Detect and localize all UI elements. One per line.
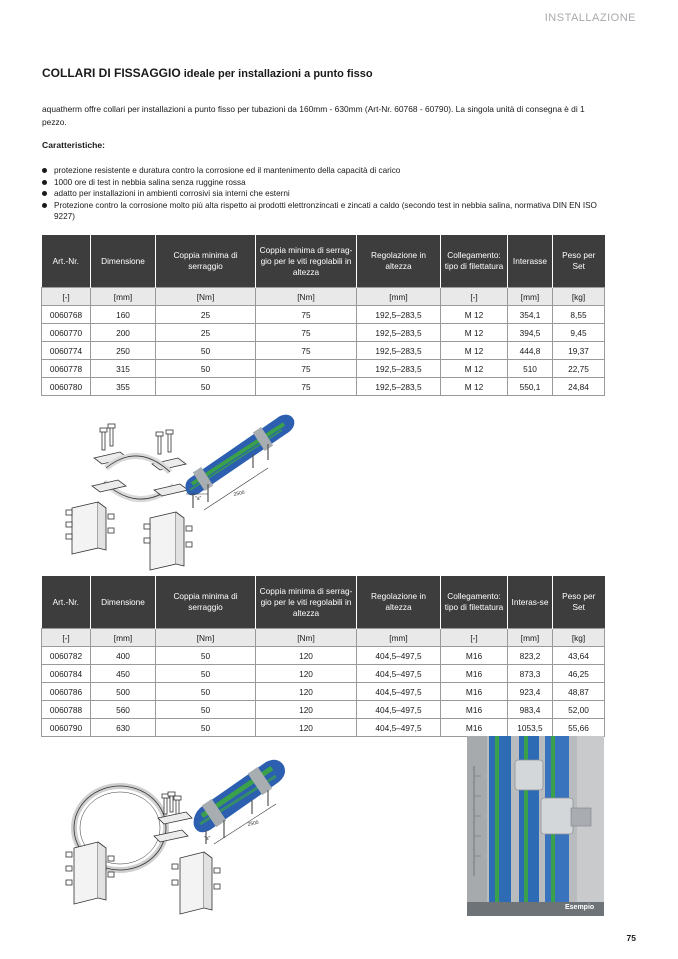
cell: 120 <box>256 719 357 737</box>
unit-cell: [-] <box>42 629 91 647</box>
col-header: Interasse <box>508 235 553 288</box>
cell: M 12 <box>441 342 508 360</box>
unit-cell: [-] <box>441 288 508 306</box>
col-header: Peso per Set <box>553 235 605 288</box>
cell: 0060774 <box>42 342 91 360</box>
unit-cell: [Nm] <box>256 629 357 647</box>
cell: 550,1 <box>508 378 553 396</box>
cell: 50 <box>156 378 256 396</box>
cell: 444,8 <box>508 342 553 360</box>
cell: 0060782 <box>42 647 91 665</box>
clamp-exploded-view-large <box>66 786 220 914</box>
cell: 55,66 <box>553 719 605 737</box>
cell: 192,5–283,5 <box>357 360 441 378</box>
cell: 630 <box>91 719 156 737</box>
clamp-exploded-view <box>66 424 192 570</box>
cell: 75 <box>256 342 357 360</box>
cell: 120 <box>256 683 357 701</box>
title-main: COLLARI DI FISSAGGIO <box>42 66 181 80</box>
cell: 0060768 <box>42 306 91 324</box>
unit-cell: [kg] <box>553 629 605 647</box>
table-row <box>42 342 605 360</box>
cell: 43,64 <box>553 647 605 665</box>
cell: 983,4 <box>508 701 553 719</box>
col-header: Art.-Nr. <box>42 576 91 629</box>
cell: 0060784 <box>42 665 91 683</box>
spec-table-2 <box>41 576 605 737</box>
cell: 120 <box>256 647 357 665</box>
title-sub: ideale per installazioni a punto fisso <box>180 68 373 80</box>
feature-item: 1000 ore di test in nebbia salina senza ruggine rossa <box>42 177 602 189</box>
table-header-row <box>42 235 605 288</box>
cell: 404,5–497,5 <box>357 665 441 683</box>
table-row <box>42 665 605 683</box>
page-title <box>42 66 373 80</box>
cell: 355 <box>91 378 156 396</box>
units-row <box>42 288 605 306</box>
cell: M16 <box>441 719 508 737</box>
cell: 75 <box>256 360 357 378</box>
cell: 192,5–283,5 <box>357 324 441 342</box>
cell: 394,5 <box>508 324 553 342</box>
cell: 46,25 <box>553 665 605 683</box>
col-header: Interas-se <box>508 576 553 629</box>
feature-item: Protezione contro la corrosione molto più alta rispetto ai prodotti elettronzincati e zincati a caldo (secondo test in nebbia salina, normativa DIN EN ISO 9227) <box>42 200 602 223</box>
cell: 50 <box>156 647 256 665</box>
unit-cell: [mm] <box>508 288 553 306</box>
cell: 75 <box>256 324 357 342</box>
cell: 19,37 <box>553 342 605 360</box>
cell: 25 <box>156 324 256 342</box>
cell: M16 <box>441 701 508 719</box>
cell: 404,5–497,5 <box>357 719 441 737</box>
features-heading: Caratteristiche: <box>42 140 106 150</box>
section-label: INSTALLAZIONE <box>544 12 636 24</box>
cell: M 12 <box>441 306 508 324</box>
table-row <box>42 683 605 701</box>
cell: M16 <box>441 683 508 701</box>
pipe-assembly-large <box>194 760 285 844</box>
cell: 0060770 <box>42 324 91 342</box>
cell: 560 <box>91 701 156 719</box>
installation-photo <box>467 736 604 916</box>
cell: 0060786 <box>42 683 91 701</box>
cell: 200 <box>91 324 156 342</box>
clamp-drawing-large <box>40 748 290 922</box>
cell: M 12 <box>441 324 508 342</box>
feature-item: protezione resistente e duratura contro la corrosione ed il mantenimento della capacità di carico <box>42 165 602 177</box>
cell: M 12 <box>441 378 508 396</box>
cell: 873,3 <box>508 665 553 683</box>
unit-cell: [-] <box>42 288 91 306</box>
cell: 192,5–283,5 <box>357 342 441 360</box>
unit-cell: [Nm] <box>256 288 357 306</box>
a-label: "a" <box>204 836 211 842</box>
cell: 52,00 <box>553 701 605 719</box>
spec-table-1 <box>41 235 605 396</box>
unit-cell: [mm] <box>91 288 156 306</box>
cell: M 12 <box>441 360 508 378</box>
cell: 120 <box>256 665 357 683</box>
cell: 50 <box>156 665 256 683</box>
table-row <box>42 647 605 665</box>
dimension-label: 2500 <box>233 489 246 498</box>
units-row <box>42 629 605 647</box>
unit-cell: [Nm] <box>156 288 256 306</box>
unit-cell: [mm] <box>508 629 553 647</box>
cell: 160 <box>91 306 156 324</box>
unit-cell: [mm] <box>357 288 441 306</box>
cell: 0060788 <box>42 701 91 719</box>
cell: 50 <box>156 683 256 701</box>
cell: 404,5–497,5 <box>357 701 441 719</box>
cell: 404,5–497,5 <box>357 683 441 701</box>
col-header: Art.-Nr. <box>42 235 91 288</box>
cell: 0060780 <box>42 378 91 396</box>
table-header-row <box>42 576 605 629</box>
cell: 923,4 <box>508 683 553 701</box>
cell: M16 <box>441 665 508 683</box>
col-header: Coppia minima di serrag-gio per le viti regolabili in altezza <box>256 576 357 629</box>
cell: 400 <box>91 647 156 665</box>
cell: 450 <box>91 665 156 683</box>
cell: M16 <box>441 647 508 665</box>
table-row <box>42 306 605 324</box>
col-header: Coppia minima di serrag-gio per le viti regolabili in altezza <box>256 235 357 288</box>
photo-caption: Esempio <box>565 904 595 911</box>
cell: 120 <box>256 701 357 719</box>
cell: 50 <box>156 719 256 737</box>
cell: 315 <box>91 360 156 378</box>
cell: 1053,5 <box>508 719 553 737</box>
unit-cell: [mm] <box>91 629 156 647</box>
cell: 24,84 <box>553 378 605 396</box>
table-row <box>42 719 605 737</box>
col-header: Dimensione <box>91 576 156 629</box>
cell: 75 <box>256 378 357 396</box>
unit-cell: [Nm] <box>156 629 256 647</box>
cell: 50 <box>156 360 256 378</box>
col-header: Dimensione <box>91 235 156 288</box>
unit-cell: [kg] <box>553 288 605 306</box>
cell: 22,75 <box>553 360 605 378</box>
cell: 50 <box>156 342 256 360</box>
col-header: Collegamento: tipo di filettatura <box>441 576 508 629</box>
table-row <box>42 701 605 719</box>
cell: 250 <box>91 342 156 360</box>
cell: 823,2 <box>508 647 553 665</box>
cell: 510 <box>508 360 553 378</box>
table-row <box>42 360 605 378</box>
unit-cell: [mm] <box>357 629 441 647</box>
cell: 192,5–283,5 <box>357 306 441 324</box>
cell: 404,5–497,5 <box>357 647 441 665</box>
cell: 48,87 <box>553 683 605 701</box>
cell: 0060778 <box>42 360 91 378</box>
intro-paragraph: aquatherm offre collari per installazioni a punto fisso per tubazioni da 160mm - 630mm (Art-Nr. 60768 - 60790). La singola unità di consegna è di 1 pezzo. <box>42 104 585 127</box>
col-header: Collegamento: tipo di filettatura <box>441 235 508 288</box>
cell: 354,1 <box>508 306 553 324</box>
col-header: Regolazione in altezza <box>357 235 441 288</box>
unit-cell: [-] <box>441 629 508 647</box>
col-header: Coppia minima di serraggio <box>156 235 256 288</box>
cell: 8,55 <box>553 306 605 324</box>
clamp-drawing-small <box>58 398 298 578</box>
features-list <box>42 165 602 223</box>
cell: 9,45 <box>553 324 605 342</box>
cell: 50 <box>156 701 256 719</box>
table-row <box>42 324 605 342</box>
page-number: 75 <box>626 933 636 943</box>
cell: 25 <box>156 306 256 324</box>
col-header: Peso per Set <box>553 576 605 629</box>
dimension-label: 2500 <box>247 819 260 828</box>
col-header: Coppia minima di serraggio <box>156 576 256 629</box>
feature-item: adatto per installazioni in ambienti corrosivi sia interni che esterni <box>42 188 602 200</box>
table-row <box>42 378 605 396</box>
cell: 75 <box>256 306 357 324</box>
cell: 500 <box>91 683 156 701</box>
col-header: Regolazione in altezza <box>357 576 441 629</box>
cell: 192,5–283,5 <box>357 378 441 396</box>
cell: 0060790 <box>42 719 91 737</box>
a-label: "a" <box>195 496 202 502</box>
